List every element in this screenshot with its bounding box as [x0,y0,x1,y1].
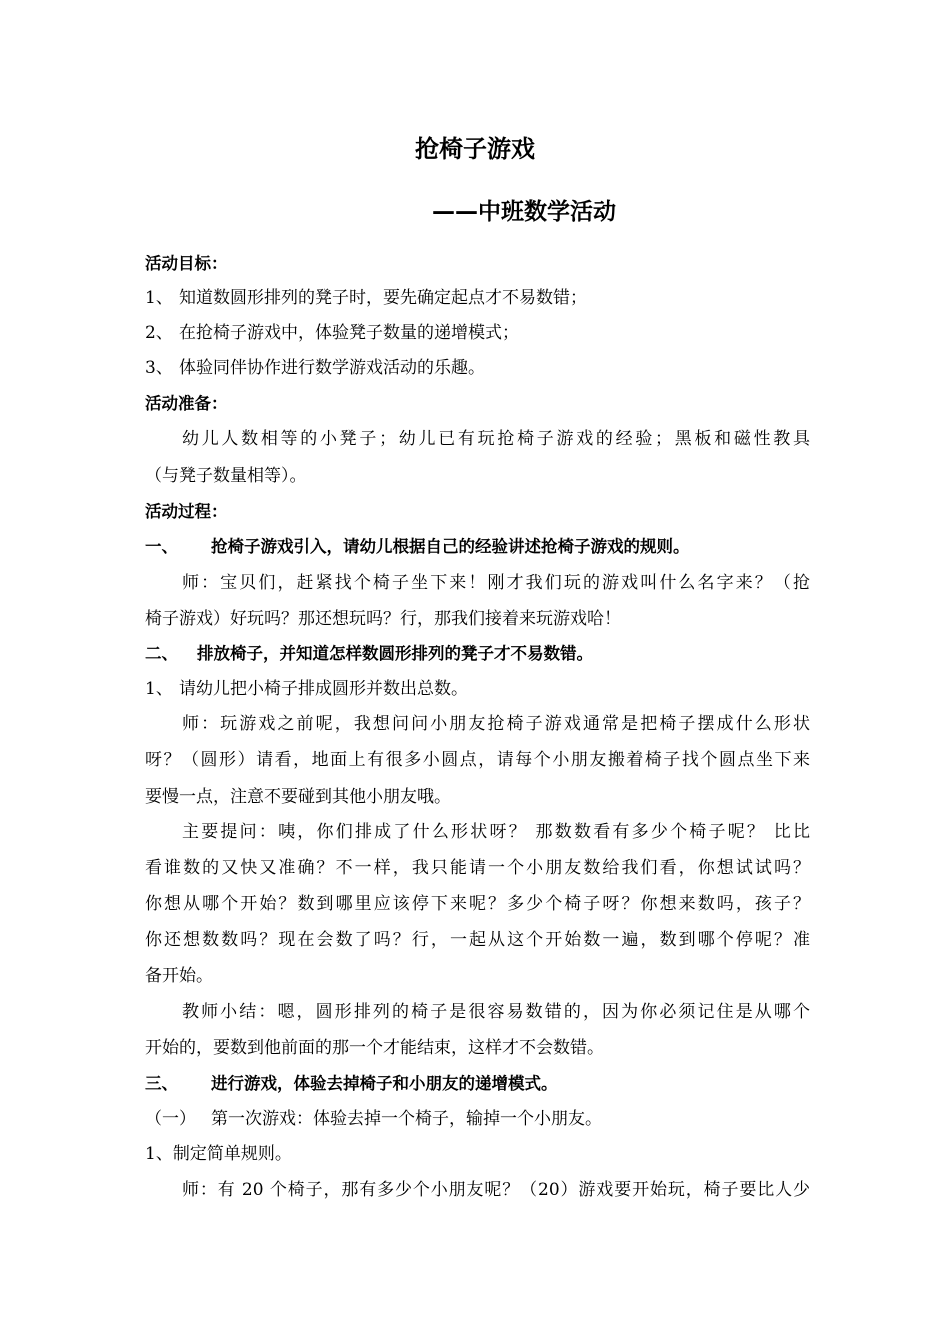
step-heading: 三、 进行游戏，体验去掉椅子和小朋友的递增模式。 [145,1074,558,1093]
prep-heading: 活动准备： [145,394,228,413]
process-heading: 活动过程： [145,502,228,521]
rule-line: 1、制定简单规则。 [145,1144,292,1164]
step-heading: 二、 排放椅子，并知道怎样数圆形排列的凳子才不易数错。 [145,644,593,663]
step2-paragraph-line: 师：玩游戏之前呢，我想问问小朋友抢椅子游戏通常是把椅子摆成什么形状 [182,714,810,734]
summary-paragraph-line: 开始的，要数到他前面的那一个才能结束，这样才不会数错。 [145,1038,604,1058]
round-heading: （一） 第一次游戏：体验去掉一个椅子，输掉一个小朋友。 [145,1109,602,1129]
summary-paragraph-line: 教师小结：嗯，圆形排列的椅子是很容易数错的，因为你必须记住是从哪个 [182,1002,810,1022]
questions-paragraph-line: 备开始。 [145,966,213,986]
document-subtitle: ——中班数学活动 [432,199,616,225]
step2-paragraph-line: 呀？（圆形）请看，地面上有很多小圆点，请每个小朋友搬着椅子找个圆点坐下来 [145,750,810,770]
questions-paragraph-line: 主要提问：咦，你们排成了什么形状呀？ 那数数看有多少个椅子呢？ 比比 [182,822,810,842]
document-title: 抢椅子游戏 [415,135,535,163]
prep-paragraph-line: （与凳子数量相等）。 [145,466,307,486]
questions-paragraph-line: 你还想数数吗？现在会数了吗？行，一起从这个开始数一遍，数到哪个停呢？准 [145,930,810,950]
last-paragraph-line: 师：有 20 个椅子，那有多少个小朋友呢？（20）游戏要开始玩，椅子要比人少 [182,1180,810,1200]
prep-paragraph-line: 幼儿人数相等的小凳子；幼儿已有玩抢椅子游戏的经验；黑板和磁性教具 [182,429,810,449]
questions-paragraph-line: 你想从哪个开始？数到哪里应该停下来呢？多少个椅子呀？你想来数吗，孩子？ [145,894,810,914]
step1-paragraph-line: 椅子游戏）好玩吗？那还想玩吗？行，那我们接着来玩游戏哈！ [145,609,621,629]
step2-subitem: 1、 请幼儿把小椅子排成圆形并数出总数。 [145,679,468,699]
goal-item: 2、 在抢椅子游戏中，体验凳子数量的递增模式； [145,323,519,343]
step-heading: 一、 抢椅子游戏引入，请幼儿根据自己的经验讲述抢椅子游戏的规则。 [145,537,690,556]
step2-paragraph-line: 要慢一点，注意不要碰到其他小朋友哦。 [145,787,451,807]
goal-item: 3、 体验同伴协作进行数学游戏活动的乐趣。 [145,358,485,378]
step1-paragraph-line: 师：宝贝们，赶紧找个椅子坐下来！刚才我们玩的游戏叫什么名字来？（抢 [182,573,810,593]
goals-heading: 活动目标： [145,254,228,273]
goal-item: 1、 知道数圆形排列的凳子时，要先确定起点才不易数错； [145,288,587,308]
questions-paragraph-line: 看谁数的又快又准确？不一样，我只能请一个小朋友数给我们看，你想试试吗？ [145,858,810,878]
